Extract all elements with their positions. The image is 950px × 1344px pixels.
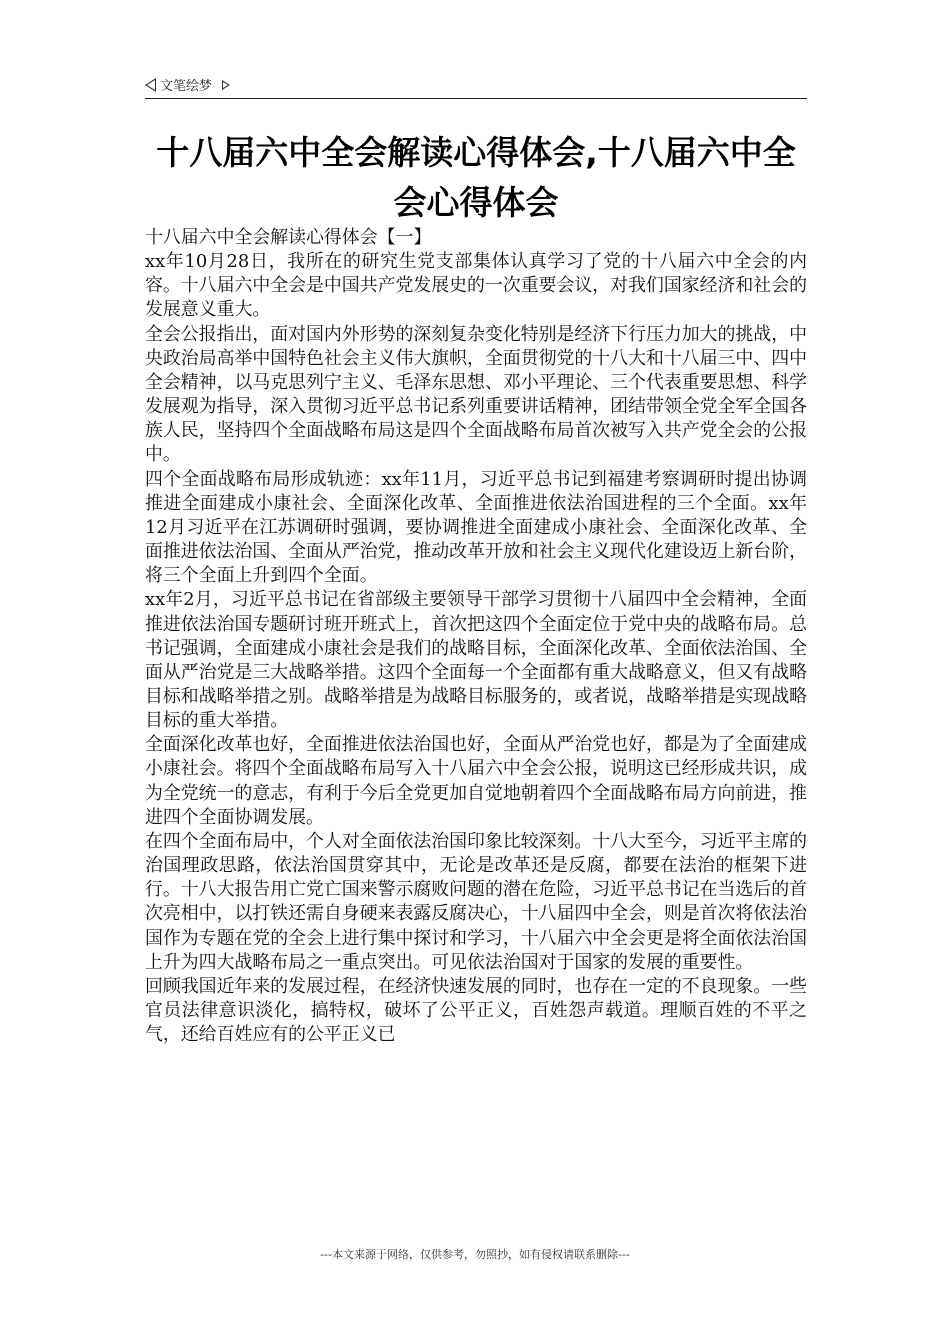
paragraph: 在四个全面布局中，个人对全面依法治国印象比较深刻。十八大至今，习近平主席的治国理政思路，依法治国贯穿其中，无论是改革还是反腐，都要在法治的框架下进行。十八大报告用亡党亡国来警示腐败问题的潜在危险，习近平总书记在当选后的首次亮相中，以打铁还需自身硬来表露反腐决心，十八届四中全会，则是首次将依法治国作为专题在党的全会上进行集中探讨和学习，十八届六中全会更是将全面依法治国上升为四大战略布局之一重点突出。可见依法治国对于国家的发展的重要性。 bbox=[145, 830, 807, 973]
paragraph: 回顾我国近年来的发展过程，在经济快速发展的同时，也存在一定的不良现象。一些官员法律意识淡化，搞特权，破坏了公平正义，百姓怨声载道。理顺百姓的不平之气，还给百姓应有的公平正义已 bbox=[145, 975, 807, 1046]
section-heading: 十八届六中全会解读心得体会【一】 bbox=[145, 227, 432, 248]
document-title: 十八届六中全会解读心得体会,十八届六中全会心得体会 bbox=[156, 133, 796, 222]
paragraph: 全会公报指出，面对国内外形势的深刻复杂变化特别是经济下行压力加大的挑战，中央政治局高举中国特色社会主义伟大旗帜，全面贯彻党的十八大和十八届三中、四中全会精神，以马克思列宁主义、毛泽东思想、邓小平理论、三个代表重要思想、科学发展观为指导，深入贯彻习近平总书记系列重要讲话精神，团结带领全党全军全国各族人民，坚持四个全面战略布局这是四个全面战略布局首次被写入共产党全会的公报中。 bbox=[145, 323, 807, 466]
page-header bbox=[145, 72, 807, 99]
paragraph: 全面深化改革也好，全面推进依法治国也好，全面从严治党也好，都是为了全面建成小康社会。将四个全面战略布局写入十八届六中全会公报，说明这已经形成共识，成为全党统一的意志，有利于今后全党更加自觉地朝着四个全面战略布局方向前进，推进四个全面协调发展。 bbox=[145, 734, 807, 828]
paragraph: xx年10月28日，我所在的研究生党支部集体认真学习了党的十八届六中全会的内容。十八届六中全会是中国共产党发展史的一次重要会议，对我们国家经济和社会的发展意义重大。 bbox=[145, 251, 807, 321]
footer-disclaimer: ---本文来源于网络，仅供参考，勿照抄，如有侵权请联系删除--- bbox=[320, 1248, 630, 1261]
document-body bbox=[145, 226, 807, 1216]
paragraph: xx年2月，习近平总书记在省部级主要领导干部学习贯彻十八届四中全会精神，全面推进依法治国专题研讨班开班式上，首次把这四个全面定位于党中央的战略布局。总书记强调，全面建成小康社会是我们的战略目标，全面深化改革、全面依法治国、全面从严治党是三大战略举措。这四个全面每一个全面都有重大战略意义，但又有战略目标和战略举措之别。战略举措是为战略目标服务的，或者说，战略举措是实现战略目标的重大举措。 bbox=[145, 589, 807, 732]
paragraph: 四个全面战略布局形成轨迹：xx年11月，习近平总书记到福建考察调研时提出协调推进全面建成小康社会、全面深化改革、全面推进依法治国进程的三个全面。xx年12月习近平在江苏调研时强调，要协调推进全面建成小康社会、全面深化改革、全面推进依法治国、全面从严治党，推动改革开放和社会主义现代化建设迈上新台阶，将三个全面上升到四个全面。 bbox=[145, 468, 807, 587]
brand-mark bbox=[145, 75, 230, 94]
triangle-left-icon bbox=[145, 78, 156, 92]
brand-name: 文笔绘梦 bbox=[160, 79, 213, 94]
triangle-right-icon bbox=[222, 80, 230, 90]
